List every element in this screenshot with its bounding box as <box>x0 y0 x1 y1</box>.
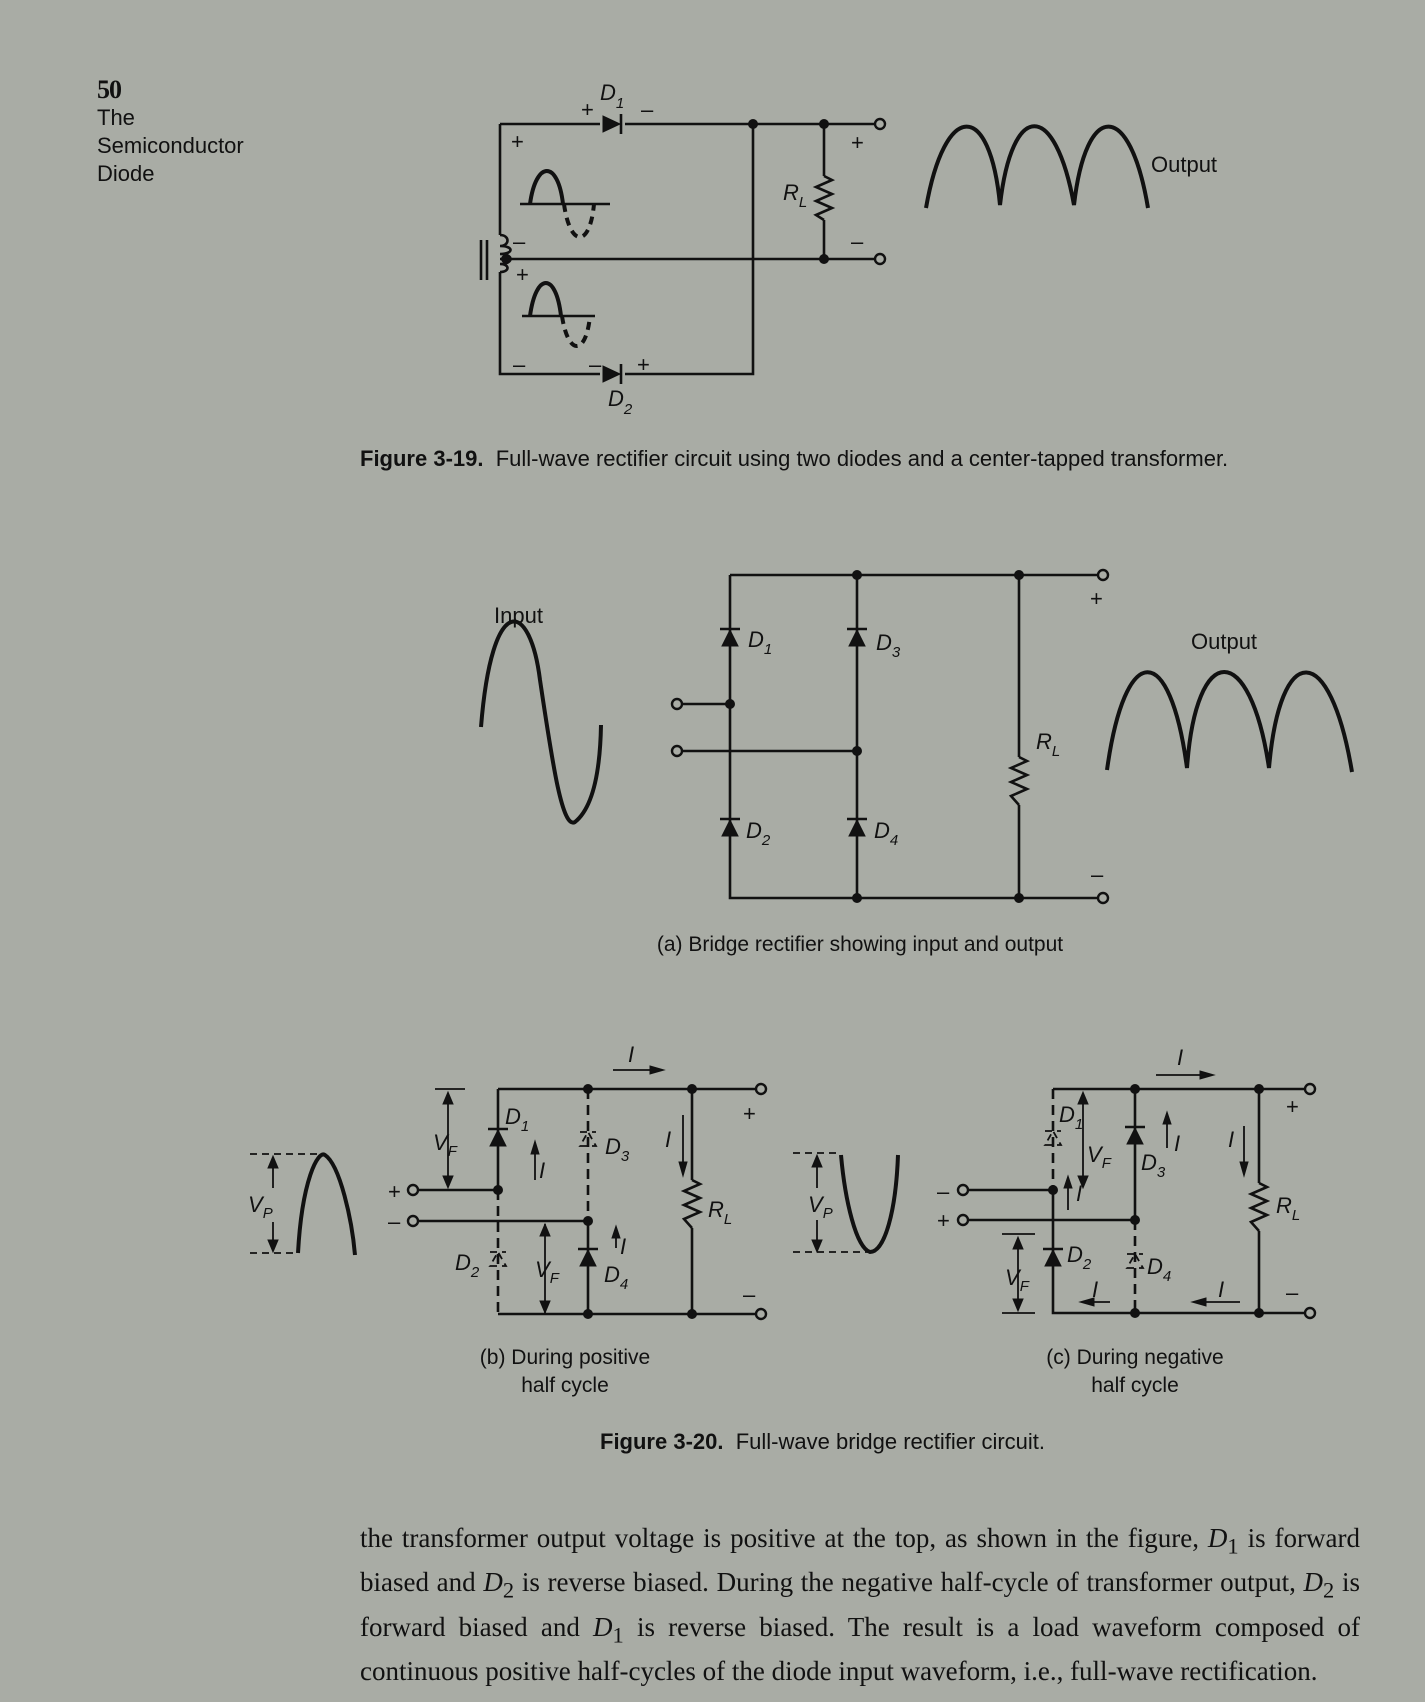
svg-text:Input: Input <box>494 603 543 628</box>
svg-text:VP: $V_P$ <box>808 1192 833 1222</box>
svg-text:–: – <box>851 229 864 254</box>
svg-text:I: I <box>1177 1045 1184 1070</box>
svg-text:Output: Output <box>1191 629 1258 654</box>
svg-text:D1: $D_1$ <box>748 627 773 658</box>
svg-text:RL: $R_L$ <box>783 180 808 211</box>
svg-text:D2: $D_2$ <box>1067 1242 1092 1273</box>
svg-text:I: I <box>1076 1181 1083 1206</box>
chapter-title-line1: The <box>97 105 135 130</box>
svg-text:D1: $D_1$ <box>505 1104 530 1135</box>
svg-text:D4: $D_4$ <box>874 818 899 849</box>
svg-text:D3: $D_3$ <box>1141 1150 1166 1181</box>
svg-text:+: + <box>937 1208 950 1233</box>
svg-text:–: – <box>1286 1280 1299 1305</box>
svg-text:RL: $R_L$ <box>1276 1193 1301 1224</box>
svg-text:I: I <box>1174 1131 1181 1156</box>
svg-text:–: – <box>589 352 602 377</box>
svg-text:RL: $R_L$ <box>708 1197 733 1228</box>
svg-text:+: + <box>1090 586 1103 611</box>
diode-d2-icon <box>1043 1249 1063 1266</box>
figure-3-19-caption-text: Full-wave rectifier circuit using two diodes and a center-tapped transformer. <box>495 446 1229 471</box>
svg-text:+: + <box>743 1101 756 1126</box>
svg-text:I: I <box>539 1158 546 1183</box>
svg-text:+: + <box>516 262 529 287</box>
svg-text:I: I <box>665 1127 672 1152</box>
svg-text:–: – <box>937 1179 950 1204</box>
page-number: 50 <box>97 75 121 104</box>
svg-text:–: – <box>743 1282 756 1307</box>
svg-text:D3: $D_3$ <box>605 1134 630 1165</box>
svg-text:–: – <box>513 352 526 377</box>
output-label: Output <box>1151 152 1218 177</box>
resistor-rl-icon <box>1251 1183 1267 1231</box>
figure-3-20b-subcaption: (b) During positive half cycle <box>479 1346 651 1397</box>
svg-text:RL: $R_L$ <box>1036 729 1061 760</box>
svg-text:+: + <box>637 352 650 377</box>
svg-text:D2: $D_2$ <box>608 386 633 418</box>
figure-3-20-number: Figure 3-20. <box>600 1429 724 1454</box>
svg-text:VF: $V_F$ <box>1087 1142 1111 1172</box>
figure-3-20-caption <box>600 1426 1300 1457</box>
svg-text:+: + <box>851 130 864 155</box>
svg-text:VF: $V_F$ <box>535 1257 559 1287</box>
svg-text:–: – <box>513 229 526 254</box>
svg-text:D1: $D_1$ <box>600 80 625 112</box>
diode-d3-icon <box>1125 1127 1145 1144</box>
svg-text:VP: $V_P$ <box>248 1192 273 1222</box>
svg-text:D4: $D_4$ <box>604 1262 629 1293</box>
chapter-title-line3: Diode <box>97 161 155 186</box>
svg-text:D4: $D_4$ <box>1147 1254 1172 1285</box>
svg-text:+: + <box>388 1179 401 1204</box>
svg-text:–: – <box>641 97 654 122</box>
svg-text:–: – <box>1091 862 1104 887</box>
figure-3-19-number: Figure 3-19. <box>360 446 484 471</box>
svg-text:–: – <box>388 1209 401 1234</box>
figure-3-20c-subcaption: (c) During negative half cycle <box>1046 1346 1224 1397</box>
svg-text:I: I <box>628 1042 635 1067</box>
svg-text:I: I <box>620 1234 627 1259</box>
svg-text:+: + <box>511 129 524 154</box>
svg-text:+: + <box>581 97 594 122</box>
svg-text:VF: $V_F$ <box>433 1130 457 1160</box>
svg-text:+: + <box>1286 1094 1299 1119</box>
svg-text:I: I <box>1092 1277 1099 1302</box>
body-paragraph: the transformer output voltage is positive at the top, as shown in the figure, $D_1$ is forward biased and $D_2$ is reverse biased. During the negative half-cycle of transformer output, $D_2$ is forward biased and $D_1$ is reverse biased. The result is a load waveform composed of continuous positive half-cycles of the diode input waveform, i.e., full-wave rectification. <box>360 1523 1361 1687</box>
svg-text:I: I <box>1218 1277 1225 1302</box>
figure-3-20-caption-text: Full-wave bridge rectifier circuit. <box>735 1429 1046 1454</box>
svg-text:I: I <box>1228 1127 1235 1152</box>
svg-text:D2: $D_2$ <box>746 818 771 849</box>
svg-text:D1: $D_1$ <box>1059 1102 1084 1133</box>
svg-text:D2: $D_2$ <box>455 1250 480 1281</box>
negative-half-cycle-waveform-icon <box>841 1155 898 1252</box>
svg-text:VF: $V_F$ <box>1005 1265 1029 1295</box>
chapter-title-line2: Semiconductor <box>97 133 244 158</box>
svg-text:D3: $D_3$ <box>876 630 901 661</box>
figure-3-20a-subcaption: (a) Bridge rectifier showing input and output <box>656 933 1064 956</box>
